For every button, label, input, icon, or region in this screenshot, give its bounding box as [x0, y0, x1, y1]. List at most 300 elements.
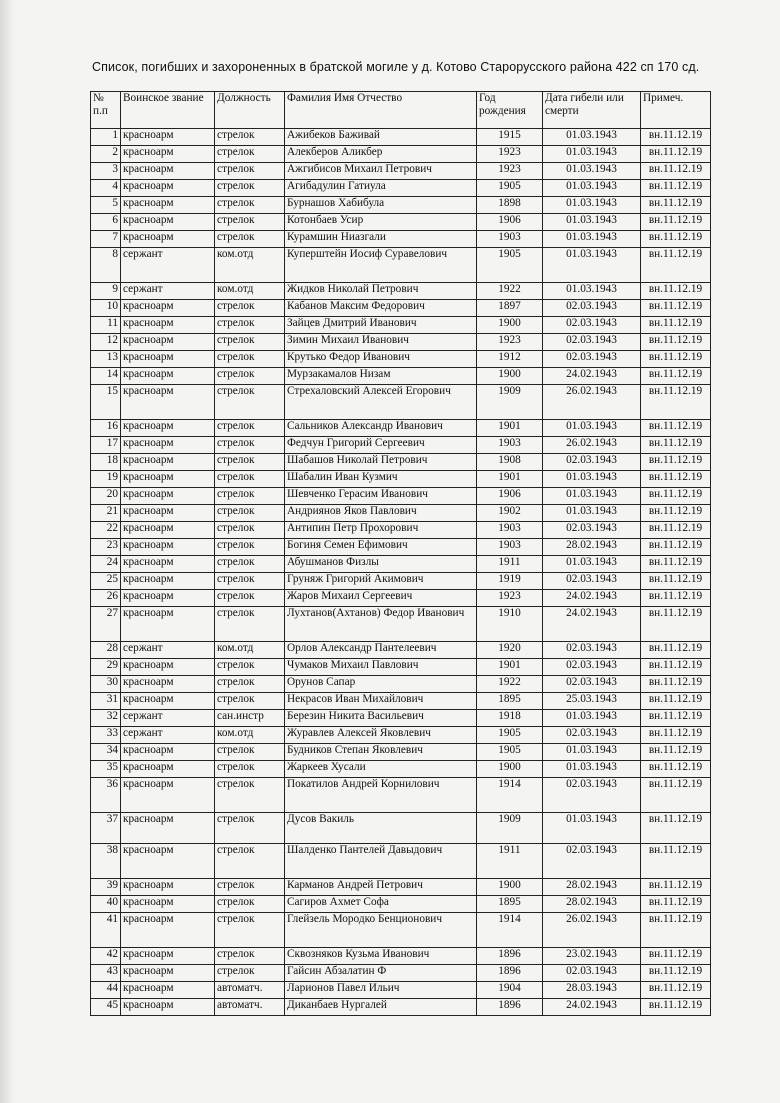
row-number: 29	[91, 659, 121, 676]
table-row	[91, 488, 711, 505]
row-number: 24	[91, 556, 121, 573]
name-cell: Дусов Вакиль	[285, 813, 477, 844]
table-row	[91, 948, 711, 965]
name-cell: Жаркеев Хусали	[285, 761, 477, 778]
row-number: 21	[91, 505, 121, 522]
death-date-cell: 02.03.1943	[543, 300, 641, 317]
table-body	[91, 129, 711, 1016]
name-cell: Кабанов Максим Федорович	[285, 300, 477, 317]
rank-cell: красноарм	[121, 982, 215, 999]
birth-year-cell: 1910	[477, 607, 543, 642]
table-row	[91, 248, 711, 283]
position-cell: стрелок	[215, 744, 285, 761]
rank-cell: красноарм	[121, 761, 215, 778]
rank-cell: красноарм	[121, 214, 215, 231]
death-date-cell: 23.02.1943	[543, 948, 641, 965]
name-cell: Груняж Григорий Акимович	[285, 573, 477, 590]
rank-cell: красноарм	[121, 180, 215, 197]
rank-cell: красноарм	[121, 129, 215, 146]
table-row	[91, 744, 711, 761]
row-number: 32	[91, 710, 121, 727]
note-cell: вн.11.12.19	[641, 844, 711, 879]
name-cell: Чумаков Михаил Павлович	[285, 659, 477, 676]
row-number: 42	[91, 948, 121, 965]
birth-year-cell: 1905	[477, 180, 543, 197]
birth-year-cell: 1923	[477, 163, 543, 180]
birth-year-cell: 1903	[477, 437, 543, 454]
note-cell: вн.11.12.19	[641, 744, 711, 761]
rank-cell: красноарм	[121, 163, 215, 180]
name-cell: Зимин Михаил Иванович	[285, 334, 477, 351]
position-cell: стрелок	[215, 420, 285, 437]
birth-year-cell: 1911	[477, 844, 543, 879]
death-date-cell: 24.02.1943	[543, 999, 641, 1016]
death-date-cell: 02.03.1943	[543, 317, 641, 334]
birth-year-cell: 1900	[477, 761, 543, 778]
death-date-cell: 02.03.1943	[543, 659, 641, 676]
table-row	[91, 676, 711, 693]
birth-year-cell: 1901	[477, 420, 543, 437]
birth-year-cell: 1900	[477, 879, 543, 896]
rank-cell: сержант	[121, 642, 215, 659]
row-number: 13	[91, 351, 121, 368]
table-row	[91, 982, 711, 999]
birth-year-cell: 1900	[477, 368, 543, 385]
name-cell: Жидков Николай Петрович	[285, 283, 477, 300]
death-date-cell: 02.03.1943	[543, 573, 641, 590]
row-number: 34	[91, 744, 121, 761]
death-date-cell: 01.03.1943	[543, 420, 641, 437]
row-number: 9	[91, 283, 121, 300]
birth-year-cell: 1895	[477, 896, 543, 913]
row-number: 28	[91, 642, 121, 659]
rank-cell: красноарм	[121, 522, 215, 539]
death-date-cell: 02.03.1943	[543, 522, 641, 539]
name-cell: Покатилов Андрей Корнилович	[285, 778, 477, 813]
note-cell: вн.11.12.19	[641, 300, 711, 317]
rank-cell: сержант	[121, 248, 215, 283]
position-cell: стрелок	[215, 844, 285, 879]
table-row	[91, 300, 711, 317]
position-cell: сан.инстр	[215, 710, 285, 727]
name-cell: Диканбаев Нургалей	[285, 999, 477, 1016]
table-row	[91, 214, 711, 231]
position-cell: стрелок	[215, 556, 285, 573]
header-position: Должность	[215, 92, 285, 129]
note-cell: вн.11.12.19	[641, 727, 711, 744]
table-row	[91, 163, 711, 180]
position-cell: ком.отд	[215, 727, 285, 744]
death-date-cell: 01.03.1943	[543, 146, 641, 163]
death-date-cell: 01.03.1943	[543, 283, 641, 300]
row-number: 23	[91, 539, 121, 556]
position-cell: стрелок	[215, 573, 285, 590]
death-date-cell: 24.02.1943	[543, 607, 641, 642]
position-cell: стрелок	[215, 300, 285, 317]
table-row	[91, 590, 711, 607]
row-number: 31	[91, 693, 121, 710]
note-cell: вн.11.12.19	[641, 607, 711, 642]
row-number: 30	[91, 676, 121, 693]
name-cell: Зайцев Дмитрий Иванович	[285, 317, 477, 334]
death-date-cell: 01.03.1943	[543, 248, 641, 283]
row-number: 20	[91, 488, 121, 505]
birth-year-cell: 1909	[477, 385, 543, 420]
name-cell: Шалденко Пантелей Давыдович	[285, 844, 477, 879]
birth-year-cell: 1920	[477, 642, 543, 659]
name-cell: Сальников Александр Иванович	[285, 420, 477, 437]
table-row	[91, 385, 711, 420]
position-cell: ком.отд	[215, 248, 285, 283]
table-row	[91, 761, 711, 778]
death-date-cell: 01.03.1943	[543, 471, 641, 488]
rank-cell: сержант	[121, 727, 215, 744]
burial-list-table	[90, 91, 711, 1016]
header-full-name: Фамилия Имя Отчество	[285, 92, 477, 129]
rank-cell: сержант	[121, 283, 215, 300]
name-cell: Ларионов Павел Ильич	[285, 982, 477, 999]
position-cell: стрелок	[215, 676, 285, 693]
header-number: № п.п	[91, 92, 121, 129]
name-cell: Сагиров Ахмет Софа	[285, 896, 477, 913]
position-cell: ком.отд	[215, 283, 285, 300]
name-cell: Шабашов Николай Петрович	[285, 454, 477, 471]
death-date-cell: 26.02.1943	[543, 913, 641, 948]
note-cell: вн.11.12.19	[641, 590, 711, 607]
note-cell: вн.11.12.19	[641, 334, 711, 351]
name-cell: Березин Никита Васильевич	[285, 710, 477, 727]
rank-cell: красноарм	[121, 573, 215, 590]
name-cell: Журавлев Алексей Яковлевич	[285, 727, 477, 744]
position-cell: стрелок	[215, 334, 285, 351]
name-cell: Будников Степан Яковлевич	[285, 744, 477, 761]
note-cell: вн.11.12.19	[641, 761, 711, 778]
table-row	[91, 146, 711, 163]
birth-year-cell: 1902	[477, 505, 543, 522]
note-cell: вн.11.12.19	[641, 896, 711, 913]
row-number: 17	[91, 437, 121, 454]
position-cell: стрелок	[215, 879, 285, 896]
birth-year-cell: 1905	[477, 744, 543, 761]
table-row	[91, 334, 711, 351]
position-cell: стрелок	[215, 539, 285, 556]
table-row	[91, 999, 711, 1016]
name-cell: Орунов Сапар	[285, 676, 477, 693]
row-number: 18	[91, 454, 121, 471]
birth-year-cell: 1903	[477, 522, 543, 539]
name-cell: Богиня Семен Ефимович	[285, 539, 477, 556]
name-cell: Ажибеков Баживай	[285, 129, 477, 146]
row-number: 12	[91, 334, 121, 351]
header-birth-year: Год рождения	[477, 92, 543, 129]
table-row	[91, 813, 711, 844]
document-title: Список, погибших и захороненных в братской могиле у д. Котово Старорусского района 422 сп 170 сд.	[92, 60, 700, 74]
note-cell: вн.11.12.19	[641, 539, 711, 556]
position-cell: стрелок	[215, 197, 285, 214]
name-cell: Стрехаловский Алексей Егорович	[285, 385, 477, 420]
death-date-cell: 28.02.1943	[543, 539, 641, 556]
birth-year-cell: 1911	[477, 556, 543, 573]
row-number: 40	[91, 896, 121, 913]
note-cell: вн.11.12.19	[641, 317, 711, 334]
scan-edge	[0, 0, 14, 1103]
birth-year-cell: 1906	[477, 488, 543, 505]
rank-cell: красноарм	[121, 454, 215, 471]
position-cell: стрелок	[215, 214, 285, 231]
name-cell: Орлов Александр Пантелеевич	[285, 642, 477, 659]
rank-cell: красноарм	[121, 437, 215, 454]
death-date-cell: 01.03.1943	[543, 744, 641, 761]
position-cell: стрелок	[215, 693, 285, 710]
death-date-cell: 01.03.1943	[543, 556, 641, 573]
rank-cell: сержант	[121, 710, 215, 727]
table-row	[91, 180, 711, 197]
position-cell: автоматч.	[215, 982, 285, 999]
birth-year-cell: 1923	[477, 590, 543, 607]
table-row	[91, 368, 711, 385]
table-row	[91, 778, 711, 813]
note-cell: вн.11.12.19	[641, 163, 711, 180]
death-date-cell: 01.03.1943	[543, 129, 641, 146]
header-note: Примеч.	[641, 92, 711, 129]
position-cell: стрелок	[215, 317, 285, 334]
rank-cell: красноарм	[121, 948, 215, 965]
birth-year-cell: 1906	[477, 214, 543, 231]
name-cell: Мурзакамалов Низам	[285, 368, 477, 385]
position-cell: стрелок	[215, 761, 285, 778]
note-cell: вн.11.12.19	[641, 180, 711, 197]
rank-cell: красноарм	[121, 556, 215, 573]
name-cell: Андриянов Яков Павлович	[285, 505, 477, 522]
note-cell: вн.11.12.19	[641, 471, 711, 488]
rank-cell: красноарм	[121, 844, 215, 879]
table-row	[91, 454, 711, 471]
death-date-cell: 02.03.1943	[543, 727, 641, 744]
position-cell: стрелок	[215, 913, 285, 948]
note-cell: вн.11.12.19	[641, 999, 711, 1016]
row-number: 16	[91, 420, 121, 437]
birth-year-cell: 1904	[477, 982, 543, 999]
death-date-cell: 01.03.1943	[543, 488, 641, 505]
header-death-date: Дата гибели или смерти	[543, 92, 641, 129]
rank-cell: красноарм	[121, 879, 215, 896]
table-row	[91, 283, 711, 300]
birth-year-cell: 1901	[477, 471, 543, 488]
name-cell: Куперштейн Иосиф Суравелович	[285, 248, 477, 283]
death-date-cell: 02.03.1943	[543, 676, 641, 693]
death-date-cell: 01.03.1943	[543, 710, 641, 727]
birth-year-cell: 1896	[477, 999, 543, 1016]
birth-year-cell: 1905	[477, 248, 543, 283]
table-row	[91, 879, 711, 896]
table-header-row	[91, 92, 711, 129]
table-row	[91, 420, 711, 437]
row-number: 43	[91, 965, 121, 982]
rank-cell: красноарм	[121, 300, 215, 317]
note-cell: вн.11.12.19	[641, 351, 711, 368]
birth-year-cell: 1901	[477, 659, 543, 676]
row-number: 1	[91, 129, 121, 146]
position-cell: стрелок	[215, 385, 285, 420]
position-cell: стрелок	[215, 454, 285, 471]
table-row	[91, 965, 711, 982]
rank-cell: красноарм	[121, 146, 215, 163]
birth-year-cell: 1914	[477, 913, 543, 948]
birth-year-cell: 1905	[477, 727, 543, 744]
name-cell: Антипин Петр Прохорович	[285, 522, 477, 539]
position-cell: стрелок	[215, 471, 285, 488]
name-cell: Курамшин Ниазгали	[285, 231, 477, 248]
position-cell: стрелок	[215, 505, 285, 522]
table-row	[91, 317, 711, 334]
rank-cell: красноарм	[121, 368, 215, 385]
row-number: 11	[91, 317, 121, 334]
table-row	[91, 129, 711, 146]
death-date-cell: 25.03.1943	[543, 693, 641, 710]
name-cell: Алекберов Аликбер	[285, 146, 477, 163]
header-rank: Воинское звание	[121, 92, 215, 129]
note-cell: вн.11.12.19	[641, 129, 711, 146]
row-number: 41	[91, 913, 121, 948]
birth-year-cell: 1912	[477, 351, 543, 368]
note-cell: вн.11.12.19	[641, 948, 711, 965]
rank-cell: красноарм	[121, 231, 215, 248]
table-row	[91, 913, 711, 948]
rank-cell: красноарм	[121, 778, 215, 813]
birth-year-cell: 1909	[477, 813, 543, 844]
row-number: 44	[91, 982, 121, 999]
row-number: 26	[91, 590, 121, 607]
position-cell: стрелок	[215, 659, 285, 676]
death-date-cell: 01.03.1943	[543, 505, 641, 522]
table-row	[91, 896, 711, 913]
death-date-cell: 02.03.1943	[543, 642, 641, 659]
table-row	[91, 471, 711, 488]
row-number: 4	[91, 180, 121, 197]
row-number: 27	[91, 607, 121, 642]
position-cell: стрелок	[215, 965, 285, 982]
death-date-cell: 02.03.1943	[543, 965, 641, 982]
death-date-cell: 01.03.1943	[543, 163, 641, 180]
note-cell: вн.11.12.19	[641, 642, 711, 659]
birth-year-cell: 1900	[477, 317, 543, 334]
birth-year-cell: 1896	[477, 965, 543, 982]
row-number: 37	[91, 813, 121, 844]
note-cell: вн.11.12.19	[641, 693, 711, 710]
rank-cell: красноарм	[121, 676, 215, 693]
row-number: 8	[91, 248, 121, 283]
birth-year-cell: 1923	[477, 334, 543, 351]
row-number: 33	[91, 727, 121, 744]
position-cell: стрелок	[215, 180, 285, 197]
rank-cell: красноарм	[121, 351, 215, 368]
note-cell: вн.11.12.19	[641, 778, 711, 813]
note-cell: вн.11.12.19	[641, 283, 711, 300]
note-cell: вн.11.12.19	[641, 659, 711, 676]
name-cell: Ажгибисов Михаил Петрович	[285, 163, 477, 180]
death-date-cell: 24.02.1943	[543, 590, 641, 607]
note-cell: вн.11.12.19	[641, 813, 711, 844]
table-row	[91, 351, 711, 368]
rank-cell: красноарм	[121, 505, 215, 522]
name-cell: Сквозняков Кузьма Иванович	[285, 948, 477, 965]
rank-cell: красноарм	[121, 539, 215, 556]
table-row	[91, 844, 711, 879]
note-cell: вн.11.12.19	[641, 231, 711, 248]
birth-year-cell: 1897	[477, 300, 543, 317]
position-cell: стрелок	[215, 437, 285, 454]
rank-cell: красноарм	[121, 590, 215, 607]
rank-cell: красноарм	[121, 471, 215, 488]
table-row	[91, 539, 711, 556]
note-cell: вн.11.12.19	[641, 913, 711, 948]
note-cell: вн.11.12.19	[641, 437, 711, 454]
position-cell: стрелок	[215, 129, 285, 146]
rank-cell: красноарм	[121, 744, 215, 761]
death-date-cell: 28.02.1943	[543, 879, 641, 896]
table-row	[91, 659, 711, 676]
death-date-cell: 01.03.1943	[543, 180, 641, 197]
position-cell: стрелок	[215, 488, 285, 505]
death-date-cell: 28.03.1943	[543, 982, 641, 999]
birth-year-cell: 1918	[477, 710, 543, 727]
name-cell: Крутько Федор Иванович	[285, 351, 477, 368]
rank-cell: красноарм	[121, 693, 215, 710]
name-cell: Лухтанов(Ахтанов) Федор Иванович	[285, 607, 477, 642]
name-cell: Глейзель Мородко Бенционович	[285, 913, 477, 948]
death-date-cell: 26.02.1943	[543, 385, 641, 420]
row-number: 36	[91, 778, 121, 813]
note-cell: вн.11.12.19	[641, 214, 711, 231]
row-number: 39	[91, 879, 121, 896]
rank-cell: красноарм	[121, 317, 215, 334]
row-number: 3	[91, 163, 121, 180]
rank-cell: красноарм	[121, 197, 215, 214]
row-number: 5	[91, 197, 121, 214]
table-row	[91, 522, 711, 539]
birth-year-cell: 1915	[477, 129, 543, 146]
birth-year-cell: 1919	[477, 573, 543, 590]
note-cell: вн.11.12.19	[641, 488, 711, 505]
rank-cell: красноарм	[121, 813, 215, 844]
note-cell: вн.11.12.19	[641, 710, 711, 727]
row-number: 14	[91, 368, 121, 385]
name-cell: Бурнашов Хабибула	[285, 197, 477, 214]
birth-year-cell: 1895	[477, 693, 543, 710]
birth-year-cell: 1898	[477, 197, 543, 214]
table-row	[91, 710, 711, 727]
position-cell: стрелок	[215, 522, 285, 539]
position-cell: стрелок	[215, 163, 285, 180]
birth-year-cell: 1923	[477, 146, 543, 163]
position-cell: стрелок	[215, 948, 285, 965]
row-number: 7	[91, 231, 121, 248]
position-cell: стрелок	[215, 896, 285, 913]
row-number: 38	[91, 844, 121, 879]
note-cell: вн.11.12.19	[641, 573, 711, 590]
name-cell: Некрасов Иван Михайлович	[285, 693, 477, 710]
note-cell: вн.11.12.19	[641, 556, 711, 573]
death-date-cell: 01.03.1943	[543, 197, 641, 214]
row-number: 25	[91, 573, 121, 590]
death-date-cell: 24.02.1943	[543, 368, 641, 385]
name-cell: Федчун Григорий Сергеевич	[285, 437, 477, 454]
birth-year-cell: 1896	[477, 948, 543, 965]
note-cell: вн.11.12.19	[641, 454, 711, 471]
birth-year-cell: 1903	[477, 231, 543, 248]
death-date-cell: 26.02.1943	[543, 437, 641, 454]
position-cell: стрелок	[215, 146, 285, 163]
